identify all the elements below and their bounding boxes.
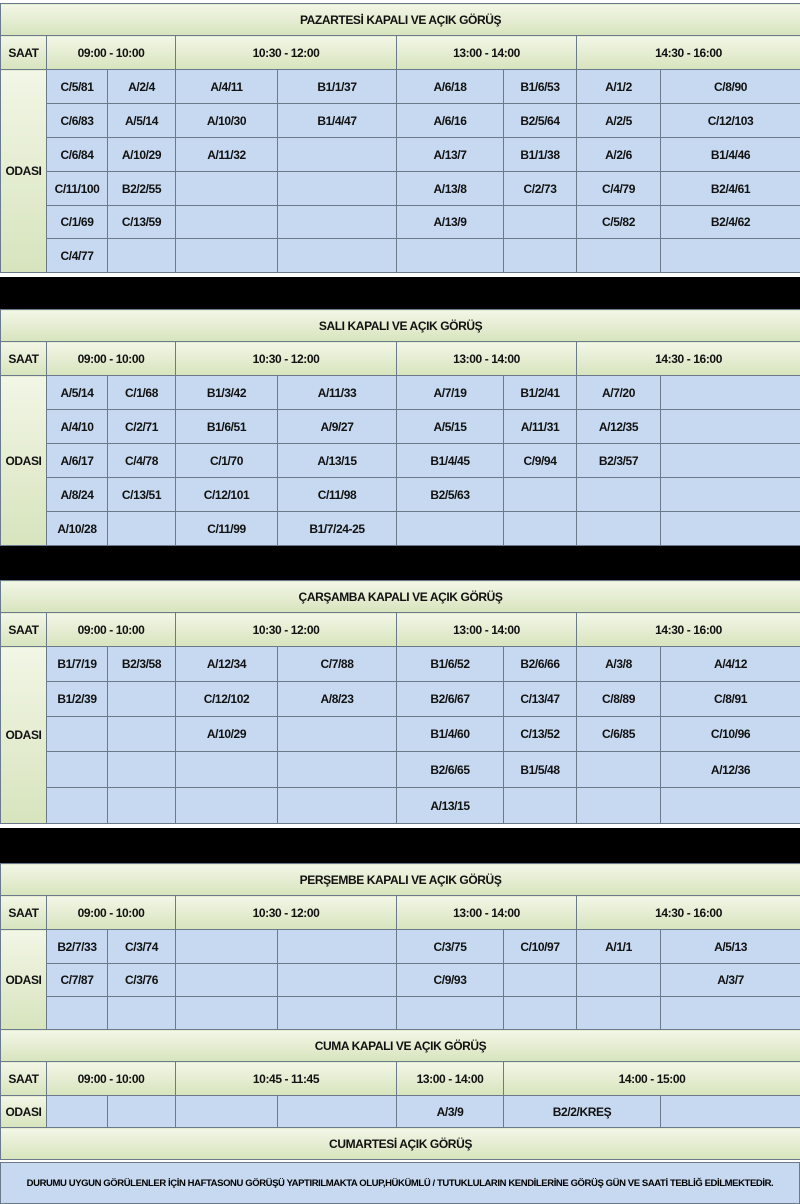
day-table: [0, 309, 800, 546]
room-cell: A/4/10: [47, 410, 108, 444]
room-cell: A/3/8: [577, 647, 661, 682]
room-cell: [278, 717, 397, 752]
room-cell: C/13/52: [504, 717, 577, 752]
room-cell: A/3/7: [661, 964, 800, 997]
room-cell: B1/4/47: [278, 104, 397, 138]
room-cell: A/7/20: [577, 376, 661, 410]
room-cell: C/9/93: [397, 964, 504, 997]
room-cell: [278, 239, 397, 273]
saat-label: SAAT: [1, 36, 47, 70]
room-cell: [108, 788, 176, 824]
room-cell: B2/3/58: [108, 647, 176, 682]
room-cell: A/13/15: [397, 788, 504, 824]
time-slot-header: 10:45 - 11:45: [176, 1062, 397, 1096]
time-slot-header: 14:30 - 16:00: [577, 36, 800, 70]
room-cell: [278, 172, 397, 206]
room-cell: C/13/47: [504, 682, 577, 717]
room-cell: [661, 444, 800, 478]
room-cell: A/13/7: [397, 138, 504, 172]
room-cell: B1/6/52: [397, 647, 504, 682]
room-cell: B2/4/61: [661, 172, 800, 206]
room-cell: B1/5/48: [504, 752, 577, 788]
room-cell: [176, 997, 278, 1030]
time-slot-header: 13:00 - 14:00: [397, 342, 577, 376]
room-cell: B2/3/57: [577, 444, 661, 478]
room-cell: B2/4/62: [661, 206, 800, 239]
room-cell: A/4/11: [176, 70, 278, 104]
room-cell: A/2/5: [577, 104, 661, 138]
room-cell: [47, 1096, 108, 1128]
room-cell: C/10/96: [661, 717, 800, 752]
room-cell: [577, 997, 661, 1030]
room-cell: B2/5/63: [397, 478, 504, 512]
room-cell: B1/7/19: [47, 647, 108, 682]
room-cell: B2/6/65: [397, 752, 504, 788]
saat-label: SAAT: [1, 1062, 47, 1096]
room-cell: C/3/75: [397, 930, 504, 964]
room-cell: [278, 138, 397, 172]
weekend-note: DURUMU UYGUN GÖRÜLENLER İÇİN HAFTASONU GÖRÜŞÜ YAPTIRILMAKTA OLUP,HÜKÜMLÜ / TUTUKLULARIN KENDİLERİNE GÖRÜŞ GÜN VE SAATİ TEBLİĞ EDİLMEKTEDİR.: [0, 1162, 800, 1204]
room-cell: A/1/1: [577, 930, 661, 964]
room-cell: C/11/100: [47, 172, 108, 206]
room-cell: A/10/29: [108, 138, 176, 172]
room-cell: A/5/14: [108, 104, 176, 138]
room-cell: C/13/59: [108, 206, 176, 239]
room-cell: C/2/71: [108, 410, 176, 444]
room-cell: A/6/18: [397, 70, 504, 104]
room-cell: C/6/84: [47, 138, 108, 172]
room-cell: C/10/97: [504, 930, 577, 964]
saat-label: SAAT: [1, 342, 47, 376]
room-cell: [176, 239, 278, 273]
room-cell: [278, 206, 397, 239]
room-cell: A/3/9: [397, 1096, 504, 1128]
room-cell: B1/1/37: [278, 70, 397, 104]
room-cell: C/12/103: [661, 104, 800, 138]
room-cell: [661, 239, 800, 273]
room-cell: [661, 1096, 800, 1128]
room-cell: C/3/74: [108, 930, 176, 964]
day-title: PAZARTESİ KAPALI VE AÇIK GÖRÜŞ: [1, 4, 800, 36]
odasi-label: ODASI: [1, 647, 47, 824]
room-cell: C/7/88: [278, 647, 397, 682]
room-cell: C/1/69: [47, 206, 108, 239]
room-cell: [176, 1096, 278, 1128]
room-cell: [661, 788, 800, 824]
room-cell: C/1/68: [108, 376, 176, 410]
room-cell: [577, 964, 661, 997]
time-slot-header: 09:00 - 10:00: [47, 613, 176, 647]
saat-label: SAAT: [1, 613, 47, 647]
room-cell: C/4/79: [577, 172, 661, 206]
room-cell: [504, 997, 577, 1030]
room-cell: A/2/4: [108, 70, 176, 104]
time-slot-header: 09:00 - 10:00: [47, 1062, 176, 1096]
room-cell: B1/4/46: [661, 138, 800, 172]
room-cell: B2/5/64: [504, 104, 577, 138]
room-cell: C/5/82: [577, 206, 661, 239]
room-cell: B2/2/55: [108, 172, 176, 206]
room-cell: B2/7/33: [47, 930, 108, 964]
odasi-label: ODASI: [1, 376, 47, 546]
room-cell: [504, 788, 577, 824]
room-cell: C/3/76: [108, 964, 176, 997]
room-cell: [278, 930, 397, 964]
room-cell: [661, 997, 800, 1030]
room-cell: B1/1/38: [504, 138, 577, 172]
room-cell: B1/6/51: [176, 410, 278, 444]
time-slot-header: 09:00 - 10:00: [47, 36, 176, 70]
room-cell: [176, 788, 278, 824]
room-cell: [577, 512, 661, 546]
time-slot-header: 10:30 - 12:00: [176, 613, 397, 647]
room-cell: A/11/33: [278, 376, 397, 410]
room-cell: C/12/102: [176, 682, 278, 717]
room-cell: [661, 512, 800, 546]
time-slot-header: 10:30 - 12:00: [176, 36, 397, 70]
day-title: PERŞEMBE KAPALI VE AÇIK GÖRÜŞ: [1, 864, 800, 896]
room-cell: [504, 478, 577, 512]
room-cell: A/10/29: [176, 717, 278, 752]
day-table: [0, 3, 800, 273]
room-cell: [504, 512, 577, 546]
room-cell: C/8/91: [661, 682, 800, 717]
room-cell: [278, 964, 397, 997]
room-cell: C/11/98: [278, 478, 397, 512]
time-slot-header: 09:00 - 10:00: [47, 896, 176, 930]
room-cell: [577, 239, 661, 273]
room-cell: A/13/9: [397, 206, 504, 239]
room-cell: [577, 752, 661, 788]
room-cell: A/11/32: [176, 138, 278, 172]
room-cell: [176, 206, 278, 239]
room-cell: [47, 752, 108, 788]
room-cell: [661, 478, 800, 512]
room-cell: A/12/35: [577, 410, 661, 444]
room-cell: B1/3/42: [176, 376, 278, 410]
room-cell: C/7/87: [47, 964, 108, 997]
time-slot-header: 09:00 - 10:00: [47, 342, 176, 376]
odasi-label: ODASI: [1, 930, 47, 1030]
room-cell: [661, 410, 800, 444]
room-cell: A/2/6: [577, 138, 661, 172]
room-cell: [108, 239, 176, 273]
room-cell: [47, 788, 108, 824]
room-cell: A/5/13: [661, 930, 800, 964]
separator-bar: [0, 828, 800, 863]
room-cell: A/7/19: [397, 376, 504, 410]
day-title: SALI KAPALI VE AÇIK GÖRÜŞ: [1, 310, 800, 342]
room-cell: C/8/89: [577, 682, 661, 717]
time-slot-header: 10:30 - 12:00: [176, 342, 397, 376]
room-cell: C/6/83: [47, 104, 108, 138]
room-cell: [108, 997, 176, 1030]
time-slot-header: 13:00 - 14:00: [397, 36, 577, 70]
room-cell: [278, 1096, 397, 1128]
saat-label: SAAT: [1, 896, 47, 930]
time-slot-header: 14:30 - 16:00: [577, 896, 800, 930]
room-cell: [577, 478, 661, 512]
room-cell: B1/2/39: [47, 682, 108, 717]
room-cell: B2/2/KREŞ: [504, 1096, 661, 1128]
room-cell: A/6/17: [47, 444, 108, 478]
room-cell: A/13/15: [278, 444, 397, 478]
separator-bar: [0, 277, 800, 309]
separator-bar: [0, 544, 800, 580]
room-cell: [108, 682, 176, 717]
odasi-label: ODASI: [1, 1096, 47, 1128]
room-cell: A/4/12: [661, 647, 800, 682]
room-cell: [108, 1096, 176, 1128]
time-slot-header: 13:00 - 14:00: [397, 896, 577, 930]
room-cell: [661, 376, 800, 410]
room-cell: [108, 752, 176, 788]
room-cell: C/13/51: [108, 478, 176, 512]
room-cell: A/5/14: [47, 376, 108, 410]
room-cell: C/4/77: [47, 239, 108, 273]
room-cell: [504, 964, 577, 997]
room-cell: A/10/30: [176, 104, 278, 138]
room-cell: A/12/34: [176, 647, 278, 682]
day-title: CUMA KAPALI VE AÇIK GÖRÜŞ: [1, 1030, 800, 1062]
room-cell: [108, 717, 176, 752]
room-cell: [47, 717, 108, 752]
room-cell: C/9/94: [504, 444, 577, 478]
room-cell: C/2/73: [504, 172, 577, 206]
room-cell: [397, 512, 504, 546]
room-cell: A/10/28: [47, 512, 108, 546]
room-cell: B1/2/41: [504, 376, 577, 410]
room-cell: [504, 239, 577, 273]
time-slot-header: 10:30 - 12:00: [176, 896, 397, 930]
room-cell: [176, 930, 278, 964]
room-cell: B1/4/60: [397, 717, 504, 752]
day-title: CUMARTESİ AÇIK GÖRÜŞ: [1, 1128, 800, 1160]
room-cell: B2/6/67: [397, 682, 504, 717]
room-cell: B1/4/45: [397, 444, 504, 478]
cuma-table: [0, 1029, 800, 1160]
room-cell: C/12/101: [176, 478, 278, 512]
room-cell: [397, 997, 504, 1030]
room-cell: [397, 239, 504, 273]
room-cell: [176, 752, 278, 788]
room-cell: A/13/8: [397, 172, 504, 206]
room-cell: A/1/2: [577, 70, 661, 104]
room-cell: A/8/23: [278, 682, 397, 717]
day-title: ÇARŞAMBA KAPALI VE AÇIK GÖRÜŞ: [1, 581, 800, 613]
odasi-label: ODASI: [1, 70, 47, 273]
room-cell: [577, 788, 661, 824]
room-cell: [176, 172, 278, 206]
room-cell: A/8/24: [47, 478, 108, 512]
time-slot-header: 14:30 - 16:00: [577, 613, 800, 647]
room-cell: [176, 964, 278, 997]
time-slot-header: 13:00 - 14:00: [397, 613, 577, 647]
day-table: [0, 580, 800, 824]
room-cell: C/4/78: [108, 444, 176, 478]
room-cell: A/12/36: [661, 752, 800, 788]
room-cell: [47, 997, 108, 1030]
time-slot-header: 14:00 - 15:00: [504, 1062, 800, 1096]
room-cell: C/1/70: [176, 444, 278, 478]
room-cell: A/11/31: [504, 410, 577, 444]
time-slot-header: 14:30 - 16:00: [577, 342, 800, 376]
room-cell: C/5/81: [47, 70, 108, 104]
room-cell: [108, 512, 176, 546]
room-cell: C/11/99: [176, 512, 278, 546]
room-cell: C/6/85: [577, 717, 661, 752]
room-cell: C/8/90: [661, 70, 800, 104]
room-cell: [504, 206, 577, 239]
room-cell: B1/6/53: [504, 70, 577, 104]
room-cell: B2/6/66: [504, 647, 577, 682]
room-cell: [278, 788, 397, 824]
room-cell: A/6/16: [397, 104, 504, 138]
room-cell: B1/7/24-25: [278, 512, 397, 546]
day-table: [0, 863, 800, 1030]
room-cell: A/9/27: [278, 410, 397, 444]
time-slot-header: 13:00 - 14:00: [397, 1062, 504, 1096]
room-cell: [278, 997, 397, 1030]
room-cell: [278, 752, 397, 788]
room-cell: A/5/15: [397, 410, 504, 444]
